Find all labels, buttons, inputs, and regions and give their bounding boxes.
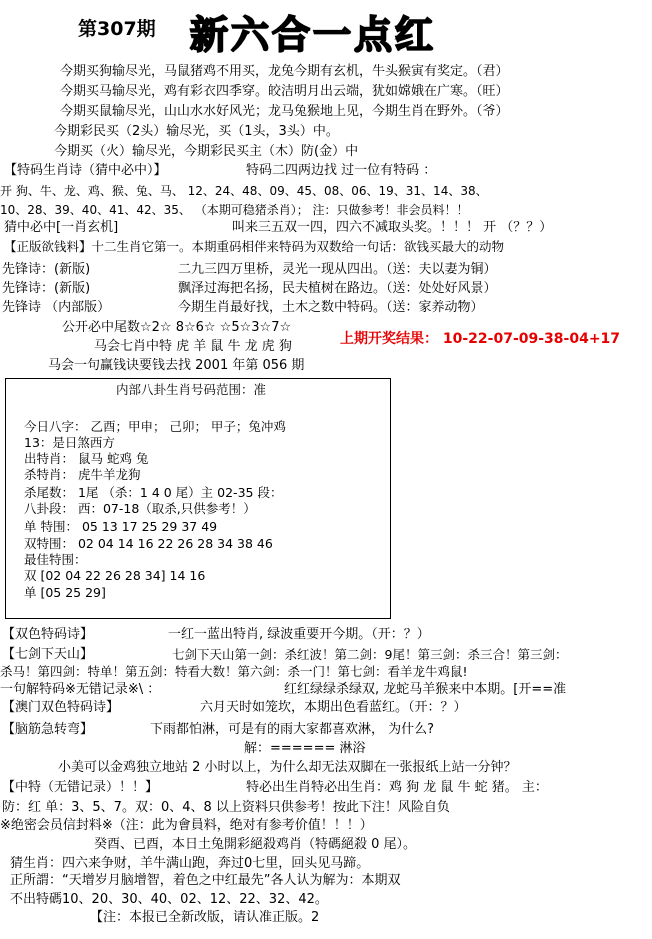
poem-line-5: 今期买（火）输尽光，今期彩民买主（木）防(金）中 xyxy=(54,144,359,159)
newspaper-title: 新六合一点红 xyxy=(190,13,437,57)
poem-line-2: 今期买马输尽光，鸡有彩衣四季穿。皎洁明月出云端，犹如嫦娥在广寒。（旺） xyxy=(60,84,509,99)
box-sha13: 13：是日煞西方 xyxy=(24,435,115,450)
qijian-heading: 【七剑下天山】 xyxy=(2,647,94,662)
xianfeng-poem-1: 二九三四万里桥，灵光一现从四出。（送：夫以妻为铜） xyxy=(178,262,497,277)
naojin-heading: 【脑筋急转弯】 xyxy=(2,722,94,737)
aomen-text: 六月天时如笼坎，本期出色看蓝红。（开：？） xyxy=(200,700,467,715)
box-dan-best: 单 [05 25 29] xyxy=(24,585,106,600)
zhengban-heading: 【正版欲钱料】十二生肖它第一。本期重码相伴来特码为双数给一句话：欲钱买最大的动物 xyxy=(4,239,505,254)
tema-line-3a: 猜中必中[一肖玄机] xyxy=(4,220,119,235)
box-bagua-duan: 八卦段： 西：07-18（取杀,只供参考！） xyxy=(24,501,256,516)
bottom-line-2: 猜生肖：四六来争财，羊牛满山跑，奔过0七里，回头见马蹄。 xyxy=(10,856,370,871)
poem-line-4: 今期彩民买（2头）输尽光，买（1头，3头）中。 xyxy=(54,124,339,139)
issue-number: 第307期 xyxy=(78,18,156,40)
zhongte-text-1: 特必出生肖特必出生肖：鸡 狗 龙 鼠 牛 蛇 猪。 主： xyxy=(246,780,548,795)
mahui-one-sentence: 马会一句赢钱诀要钱去找 2001 年第 056 期 xyxy=(48,358,305,373)
bottom-line-4: 不出特碼10、20、30、40、02、12、22、32、42。 xyxy=(10,892,328,907)
box-dan-tewei: 单 特围： 05 13 17 25 29 37 49 xyxy=(24,519,218,534)
box-shuang-tewei: 双特围： 02 04 14 16 22 26 28 34 38 46 xyxy=(24,536,273,551)
tema-line-3b: 叫来三五双一四，四六不减取头奖。！！！ 开 （？？） xyxy=(232,220,553,235)
xianfeng-label-3: 先锋诗 （内部版） xyxy=(2,300,111,315)
yiju-jie-tema-text: 红红绿绿杀绿双, 龙蛇马羊猴来中本期。[开==准 xyxy=(284,682,567,697)
xianfeng-poem-2: 飘泽过海把名扬，民夫植树在路边。（送：处处好风景） xyxy=(178,281,497,296)
box-shuang-best: 双 [02 04 22 26 28 34] 14 16 xyxy=(24,568,206,583)
bottom-line-1: 癸酉、已酉，本日土兔開彩絕殺鸡肖（特碼絕殺 0 尾）。 xyxy=(94,837,417,852)
shuangse-heading: 【双色特码诗】 xyxy=(2,627,94,642)
tema-heading-2: 特码二四两边找 过一位有特码 ： xyxy=(246,163,437,178)
bottom-line-3: 正所謂：“天增岁月脑增智，着色之中红最先”各人认为解为：本期双 xyxy=(10,873,401,888)
zhongte-heading: 【中特（无错记录）！！】 xyxy=(2,780,159,795)
mahui-seven-zodiac: 马会七肖中特 虎 羊 鼠 牛 龙 虎 狗 xyxy=(94,339,292,354)
yiju-jie-tema: 一句解特码※无错记录※\ ： xyxy=(0,682,161,697)
aomen-heading: 【澳门双色特码诗】 xyxy=(2,700,120,715)
box-sha-texiao: 杀特肖： 虎牛羊龙狗 xyxy=(24,467,141,482)
box-best-tewei: 最佳特围： xyxy=(24,552,87,567)
poem-line-1: 今期买狗输尽光，马鼠猪鸡不用买，龙兔今期有玄机，牛头猴寅有奖定。（君） xyxy=(60,64,509,79)
bottom-line-5: 【注：本报已全新改版，请认准正版。2 xyxy=(90,910,320,925)
poem-line-3: 今期买鼠输尽光，山山水水好风光；龙马兔猴地上见，今期生肖在野外。（爷） xyxy=(60,104,509,119)
tema-heading: 【特码生肖诗（猜中必中）】 xyxy=(4,163,167,178)
qijian-text-1: 七剑下天山第一剑：杀红波！第二剑：9尾！第三剑：杀三合！第三剑： xyxy=(172,647,568,662)
zhongte-text-3: ※绝密会员信封料※（注：此为會員料，绝对有参考价值！！！） xyxy=(0,818,373,833)
tema-line-2: 10、28、39、40、41、42、35、 （本期可稳猪杀肖）； 注：只做参考！非会员料！！ xyxy=(0,203,469,217)
naojin-question: 下雨都怕淋，可是有的雨大家都喜欢淋， 为什么? xyxy=(150,722,435,737)
xianfeng-label-1: 先锋诗：(新版) xyxy=(2,262,91,277)
gongkai-weishu: 公开必中尾数☆2☆ 8☆6☆ ☆5☆3☆7☆ xyxy=(62,320,292,335)
bagua-box xyxy=(5,378,391,619)
zhongte-text-2: 防：红 单：3、5、7。双：0、4、8 以上资料只供参考！按此下注！风险自负 xyxy=(2,800,450,815)
xianfeng-poem-3: 今期生肖最好找，土木之数中特码。（送：家养动物） xyxy=(178,300,484,315)
qijian-text-2: 杀马！第四剑：特单！第五剑：特看大数！第六剑：杀一门！第七剑：看羊龙牛鸡鼠! xyxy=(0,664,468,679)
box-sha-weishu: 杀尾数： 1尾 （杀：1 4 0 尾）主 02-35 段： xyxy=(24,485,283,500)
box-bazi: 今日八字： 乙酉；甲申； 己卯； 甲子；兔冲鸡 xyxy=(24,419,286,434)
xianfeng-label-2: 先锋诗：(新版) xyxy=(2,281,91,296)
box-chu-texiao: 出特肖： 鼠马 蛇鸡 兔 xyxy=(24,451,149,466)
shuangse-text: 一红一蓝出特肖, 绿波重要开今期。（开：？） xyxy=(168,627,430,642)
naojin-question-2: 小美可以金鸡独立地站 2 小时以上，为什么却无法双脚在一张报纸上站一分钟？ xyxy=(58,760,517,775)
tema-line-1: 开 狗、牛、龙、鸡、猴、兔、马、 12、24、48、09、45、08、06、19、31、14、38、 xyxy=(0,184,488,198)
last-draw-result: 上期开奖结果： 10-22-07-09-38-04+17 xyxy=(340,331,621,347)
naojin-answer: 解：====== 淋浴 xyxy=(244,741,366,756)
box-title: 内部八卦生肖号码范围：准 xyxy=(116,382,267,397)
